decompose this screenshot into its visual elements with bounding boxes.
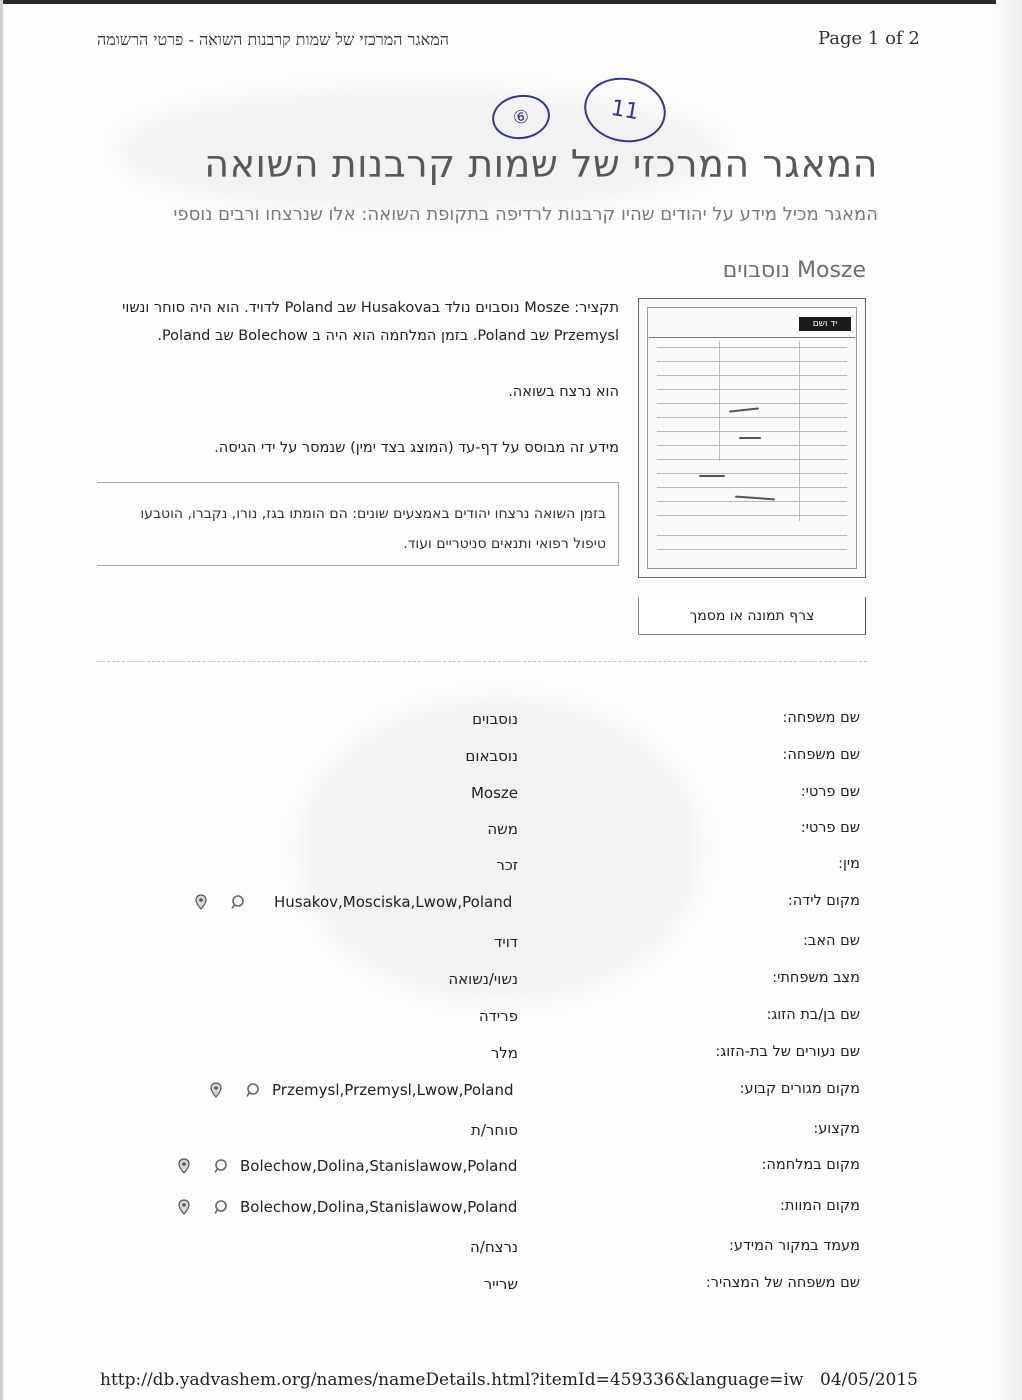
scan-smudge: [300, 700, 700, 1000]
field-value: נוסבוים: [472, 710, 518, 728]
search-icon[interactable]: [231, 894, 247, 914]
document-rule: [657, 501, 847, 502]
map-pin-icon[interactable]: [178, 1199, 190, 1219]
document-column: [719, 341, 720, 461]
document-rule: [657, 473, 847, 474]
field-label: מקום לידה:: [787, 893, 860, 909]
document-rule: [657, 515, 847, 516]
field-label: שם משפחה של המצהיר:: [705, 1275, 860, 1291]
field-value: נשוי/נשואה: [448, 970, 518, 988]
field-value: פרידה: [478, 1007, 518, 1025]
document-rule: [657, 347, 847, 348]
field-label: מצב משפחתי:: [772, 970, 860, 986]
handwriting-mark: [699, 475, 725, 477]
search-icon[interactable]: [214, 1158, 230, 1178]
summary-line: Przemysl שב Poland. בזמן המלחמה הוא היה ב Bolechow שב Poland.: [157, 328, 619, 344]
document-rule: [657, 389, 847, 390]
search-icon[interactable]: [246, 1082, 262, 1102]
field-value: זכר: [496, 856, 518, 874]
attach-photo-button[interactable]: צרף תמונה או מסמך: [638, 597, 866, 635]
document-rule: [657, 549, 847, 550]
handwritten-annotation: 11: [579, 71, 671, 148]
field-label: שם בן/בת הזוג:: [766, 1007, 860, 1023]
field-label: שם משפחה:: [782, 710, 860, 726]
info-box: [97, 482, 619, 566]
site-subtitle: המאגר מכיל מידע על יהודים שהיו קרבנות לרדיפה בתקופת השואה: אלו שנרצחו ורבים נוספי: [173, 204, 878, 225]
field-value: נרצח/ה: [469, 1238, 518, 1256]
fate-statement: הוא נרצח בשואה.: [508, 384, 619, 400]
document-rule: [657, 487, 847, 488]
handwriting-mark: [739, 437, 761, 439]
map-pin-icon[interactable]: [195, 894, 207, 914]
site-title: המאגר המרכזי של שמות קרבנות השואה: [204, 142, 878, 186]
document-rule: [657, 375, 847, 376]
print-header-title: המאגר המרכזי של שמות קרבנות השואה - פרטי הרשומה: [97, 30, 449, 49]
document-rule: [649, 337, 855, 338]
info-line: בזמן השואה נרצחו יהודים באמצעים שונים: הם הומתו בגז, נורו, נקברו, הוטבעו: [140, 506, 606, 522]
summary-line: תקציר: Mosze נוסבוים נולד בHusakova שב Poland לדויד. הוא היה סוחר ונשוי: [122, 300, 619, 316]
field-label: מעמד במקור המידע:: [728, 1238, 860, 1254]
paper-edge: [996, 0, 1022, 1400]
field-value: Mosze: [470, 784, 518, 802]
document-rule: [657, 459, 847, 460]
map-pin-icon[interactable]: [210, 1082, 222, 1102]
field-label: שם נעורים של בת-הזוג:: [715, 1044, 860, 1060]
handwritten-annotation: ⑥: [489, 91, 553, 143]
field-label: מקצוע:: [813, 1121, 860, 1137]
document-rule: [657, 403, 847, 404]
document-rule: [657, 361, 847, 362]
field-label: שם פרטי:: [800, 820, 860, 836]
field-label: מקום המוות:: [780, 1198, 860, 1214]
search-icon[interactable]: [214, 1199, 230, 1219]
testimony-document-thumbnail[interactable]: [638, 298, 866, 578]
field-value: משה: [487, 820, 518, 838]
document-rule: [657, 431, 847, 432]
yad-vashem-logo: יד ושם: [799, 317, 851, 331]
record-name-heading: Mosze נוסבוים: [722, 258, 866, 283]
place-link[interactable]: Bolechow,Dolina,Stanislawow,Poland: [240, 1157, 518, 1175]
source-note: מידע זה מבוסס על דף-עד (המוצג בצד ימין) שנמסר על ידי הגיסה.: [214, 440, 619, 456]
footer-date: 04/05/2015: [820, 1370, 918, 1390]
footer-url: http://db.yadvashem.org/names/nameDetails.html?itemId=459336&language=iw: [100, 1370, 804, 1390]
section-divider: [97, 661, 867, 662]
paper-edge: [0, 0, 3, 1400]
document-rule: [657, 445, 847, 446]
document-rule: [657, 535, 847, 536]
field-label: מקום במלחמה:: [761, 1157, 860, 1173]
field-value: דויד: [494, 933, 518, 951]
place-link[interactable]: Przemysl,Przemysl,Lwow,Poland: [272, 1081, 514, 1099]
document-rule: [657, 417, 847, 418]
field-label: מין:: [838, 856, 860, 872]
field-value: שרייר: [483, 1275, 518, 1293]
place-link[interactable]: Bolechow,Dolina,Stanislawow,Poland: [240, 1198, 518, 1216]
place-link[interactable]: Husakov,Mosciska,Lwow,Poland: [274, 893, 513, 911]
field-label: מקום מגורים קבוע:: [739, 1081, 860, 1097]
map-pin-icon[interactable]: [178, 1158, 190, 1178]
field-label: שם האב:: [803, 933, 860, 949]
field-value: מלר: [490, 1044, 518, 1062]
paper-edge: [0, 0, 1022, 4]
field-value: נוסבאום: [465, 747, 518, 765]
field-label: שם משפחה:: [782, 747, 860, 763]
field-label: שם פרטי:: [800, 784, 860, 800]
document-column: [799, 341, 800, 521]
info-line: טיפול רפואי ותנאים סניטריים ועוד.: [403, 536, 606, 552]
field-value: סוחר/ת: [471, 1121, 518, 1139]
page-number: Page 1 of 2: [818, 28, 920, 49]
info-text: [96, 499, 606, 559]
record-summary: [97, 294, 619, 350]
